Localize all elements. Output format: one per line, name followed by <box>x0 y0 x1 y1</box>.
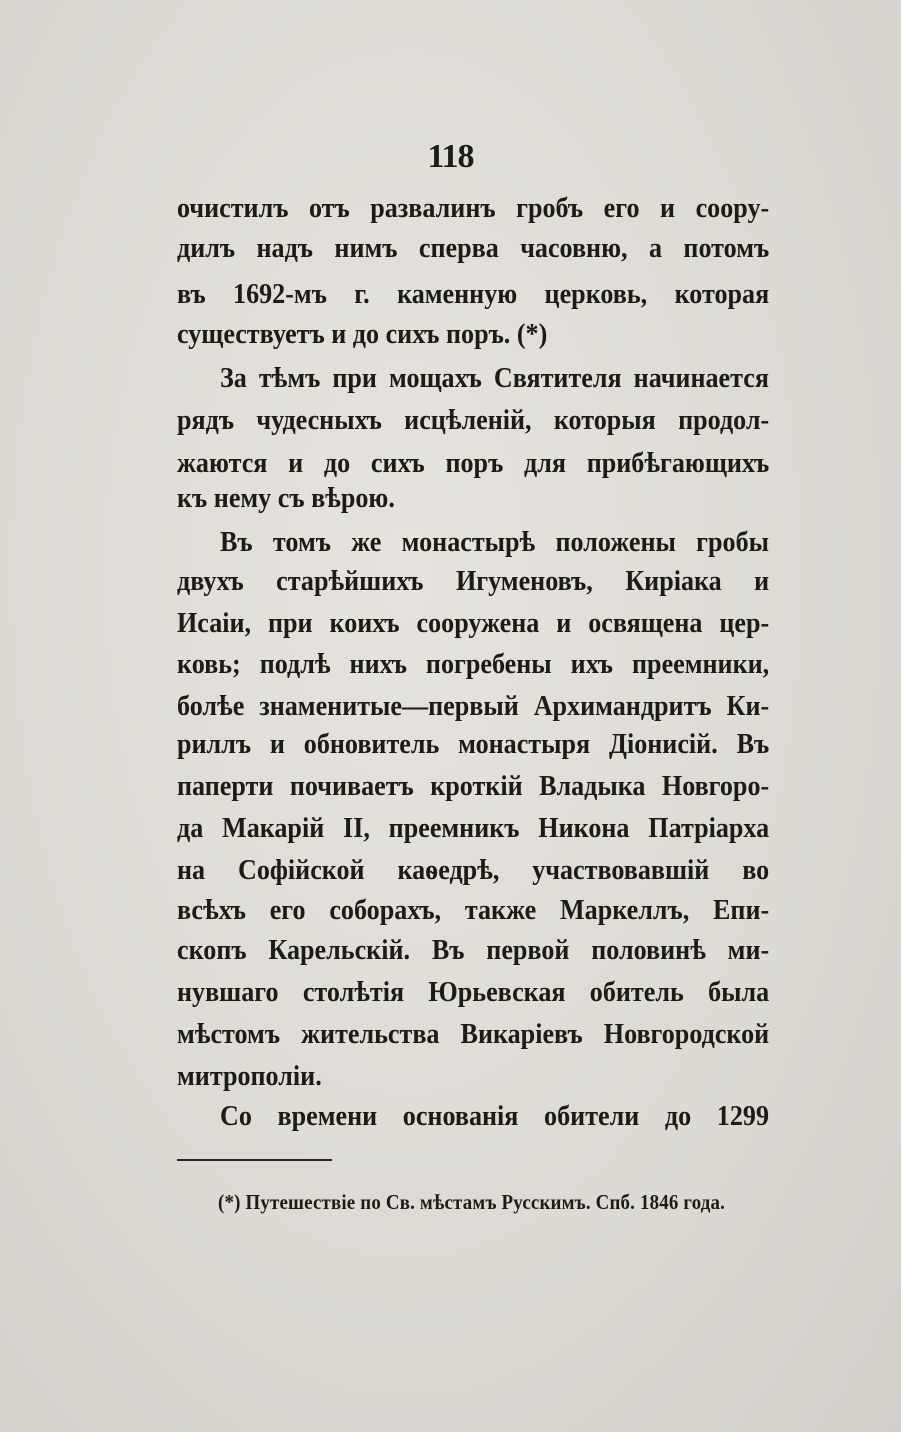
paragraph-start-line: Со времени основанія обители до 1299 <box>220 1100 769 1132</box>
text-line: двухъ старѣйшихъ Игуменовъ, Киріака и <box>177 565 770 597</box>
text-line: нувшаго столѣтія Юрьевская обитель была <box>177 976 770 1008</box>
text-line: риллъ и обновитель монастыря Діонисій. Въ <box>177 728 770 760</box>
text-line: скопъ Карельскій. Въ первой половинѣ ми- <box>177 934 770 966</box>
page-number: 118 <box>427 138 474 175</box>
text-line: мѣстомъ жительства Викаріевъ Новгородской <box>177 1018 770 1050</box>
text-line: всѣхъ его соборахъ, также Маркеллъ, Епи- <box>177 894 770 926</box>
text-line: болѣе знаменитые—первый Архимандритъ Ки- <box>177 690 770 722</box>
text-line: да Макарій II, преемникъ Никона Патріарха <box>177 812 770 844</box>
text-line: рядъ чудесныхъ исцѣленій, которыя продол- <box>177 404 770 436</box>
text-line: дилъ надъ нимъ сперва часовню, а потомъ <box>177 232 770 264</box>
footnote: (*) Путешествіе по Св. мѣстамъ Русскимъ. Спб. 1846 года. <box>218 1190 726 1214</box>
text-line: паперти почиваетъ кроткій Владыка Новгоро- <box>177 770 770 802</box>
text-line: жаются и до сихъ поръ для прибѣгающихъ <box>177 447 770 479</box>
text-line: въ 1692-мъ г. каменную церковь, которая <box>177 278 770 310</box>
text-line: Исаіи, при коихъ сооружена и освящена цер- <box>177 607 770 639</box>
paragraph-start-line: За тѣмъ при мощахъ Святителя начинается <box>220 362 769 394</box>
paragraph-start-line: Въ томъ же монастырѣ положены гробы <box>220 526 769 558</box>
text-line: существуетъ и до сихъ поръ. (*) <box>177 318 548 350</box>
text-line: очистилъ отъ развалинъ гробъ его и соору- <box>177 192 770 224</box>
text-line: на Софійской каѳедрѣ, участвовавшій во <box>177 854 770 886</box>
footnote-rule <box>177 1159 332 1161</box>
text-line: митрополіи. <box>177 1060 322 1092</box>
text-line: къ нему съ вѣрою. <box>177 482 395 514</box>
text-line: ковь; подлѣ нихъ погребены ихъ преемники, <box>177 648 770 680</box>
